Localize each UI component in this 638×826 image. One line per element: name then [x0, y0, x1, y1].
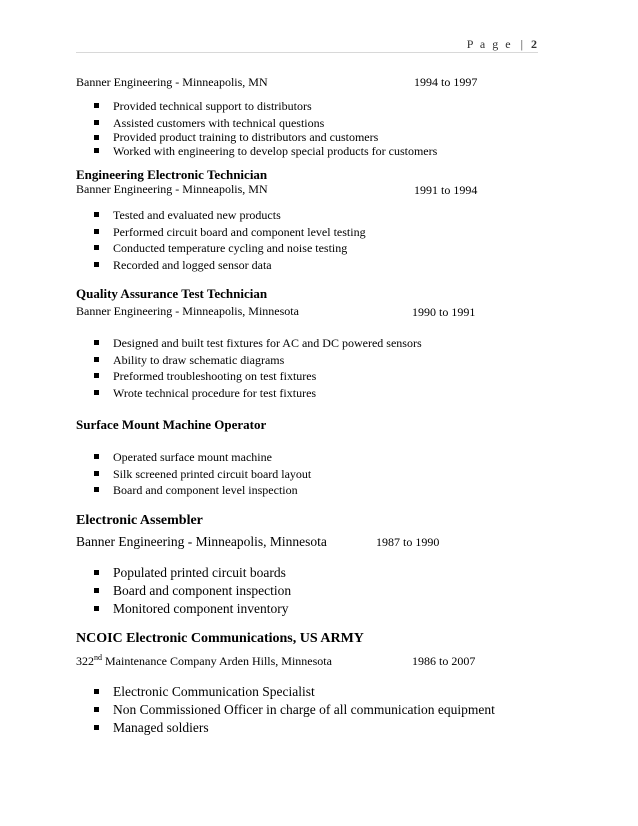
list-item: Provided product training to distributors and customers [90, 131, 437, 144]
bullet-icon [94, 245, 99, 250]
page-label: P a g e [466, 37, 513, 51]
bullet-icon [94, 454, 99, 459]
bullet-icon [94, 606, 99, 611]
employer-line: Banner Engineering - Minneapolis, Minnesota [76, 534, 327, 549]
list-item: Performed circuit board and component level testing [90, 224, 366, 241]
list-item: Recorded and logged sensor data [90, 257, 366, 274]
list-item: Preformed troubleshooting on test fixtures [90, 368, 422, 385]
list-item: Silk screened printed circuit board layout [90, 466, 311, 483]
list-item: Ability to draw schematic diagrams [90, 352, 422, 369]
job-title: Quality Assurance Test Technician [76, 286, 268, 301]
list-item: Designed and built test fixtures for AC and DC powered sensors [90, 335, 422, 352]
bullet-icon [94, 707, 99, 712]
job-title: Surface Mount Machine Operator [76, 417, 267, 432]
date-range: 1990 to 1991 [412, 305, 476, 319]
bullet-list [90, 564, 291, 618]
date-range: 1986 to 2007 [412, 654, 476, 668]
bullet-list [90, 207, 366, 273]
bullet-list [90, 449, 311, 499]
list-item: Board and component inspection [90, 582, 291, 600]
list-item: Operated surface mount machine [90, 449, 311, 466]
list-item: Worked with engineering to develop special products for customers [90, 144, 437, 158]
employer-line: Banner Engineering - Minneapolis, MN [76, 182, 268, 196]
page-header [467, 37, 537, 52]
list-item: Assisted customers with technical questions [90, 115, 437, 132]
bullet-icon [94, 588, 99, 593]
bullet-icon [94, 103, 99, 108]
bullet-icon [94, 135, 99, 140]
list-item: Populated printed circuit boards [90, 564, 291, 582]
bullet-icon [94, 262, 99, 267]
list-item: Non Commissioned Officer in charge of all communication equipment [90, 701, 495, 719]
list-item: Provided technical support to distributors [90, 98, 437, 115]
job-title: Electronic Assembler [76, 513, 203, 528]
employer-line: Banner Engineering - Minneapolis, Minnesota [76, 304, 299, 318]
employer-line: Banner Engineering - Minneapolis, MN [76, 75, 268, 89]
bullet-icon [94, 148, 99, 153]
bullet-icon [94, 725, 99, 730]
bullet-icon [94, 570, 99, 575]
bullet-icon [94, 487, 99, 492]
bullet-icon [94, 390, 99, 395]
bullet-icon [94, 689, 99, 694]
list-item: Managed soldiers [90, 719, 495, 737]
bullet-icon [94, 373, 99, 378]
job-title: NCOIC Electronic Communications, US ARMY [76, 631, 364, 646]
page-separator: | [520, 37, 523, 51]
header-rule [76, 52, 538, 53]
bullet-icon [94, 357, 99, 362]
bullet-icon [94, 229, 99, 234]
date-range: 1994 to 1997 [414, 75, 478, 89]
bullet-icon [94, 340, 99, 345]
job-title: Engineering Electronic Technician [76, 167, 268, 182]
list-item: Tested and evaluated new products [90, 207, 366, 224]
bullet-icon [94, 212, 99, 217]
list-item: Monitored component inventory [90, 600, 291, 618]
date-range: 1987 to 1990 [376, 535, 440, 549]
list-item: Electronic Communication Specialist [90, 683, 495, 701]
date-range: 1991 to 1994 [414, 183, 478, 197]
bullet-list [90, 335, 422, 401]
bullet-icon [94, 120, 99, 125]
page-number: 2 [531, 37, 537, 51]
list-item: Board and component level inspection [90, 482, 311, 499]
bullet-list [90, 98, 437, 158]
list-item: Conducted temperature cycling and noise testing [90, 240, 366, 257]
bullet-list [90, 683, 495, 737]
list-item: Wrote technical procedure for test fixtures [90, 385, 422, 402]
employer-line: 322nd Maintenance Company Arden Hills, Minnesota [76, 653, 332, 668]
bullet-icon [94, 471, 99, 476]
